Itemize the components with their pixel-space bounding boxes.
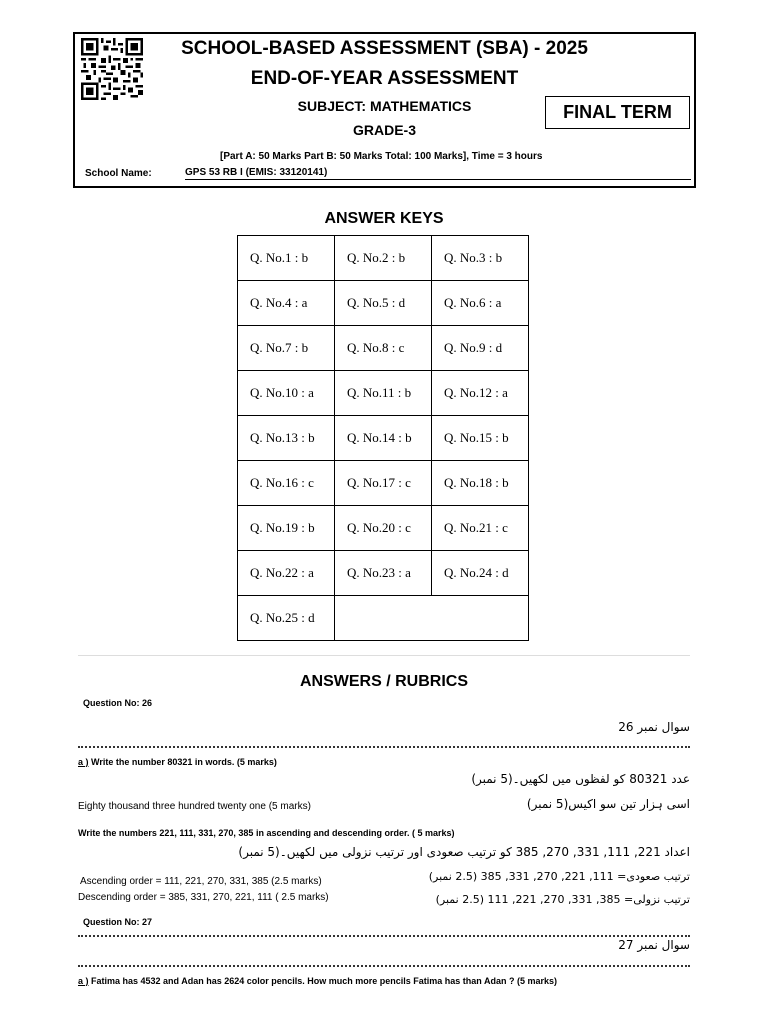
question-26b-prompt: Write the numbers 221, 111, 331, 270, 385 in ascending and descending order. ( 5 marks) <box>78 828 455 838</box>
table-row <box>238 596 529 641</box>
answer-key-cell: Q. No.4 : a <box>238 281 335 326</box>
answer-key-cell: Q. No.15 : b <box>432 416 529 461</box>
answer-key-cell: Q. No.14 : b <box>335 416 432 461</box>
descending-order-answer: Descending order = 385, 331, 270, 221, 111 ( 2.5 marks) <box>78 892 329 903</box>
question-27a-text: Fatima has 4532 and Adan has 2624 color pencils. How much more pencils Fatima has than Adan ? (5 marks) <box>88 976 557 986</box>
question-26a-answer: Eighty thousand three hundred twenty one (5 marks) <box>78 801 311 812</box>
answer-key-cell: Q. No.18 : b <box>432 461 529 506</box>
answer-key-cell: Q. No.10 : a <box>238 371 335 416</box>
answer-key-cell: Q. No.16 : c <box>238 461 335 506</box>
question-27a-prompt <box>78 976 557 986</box>
question-26a-prompt <box>78 757 277 767</box>
answer-key-cell: Q. No.11 : b <box>335 371 432 416</box>
table-row <box>238 326 529 371</box>
question-27-urdu-label: سوال نمبر 27 <box>618 938 690 952</box>
descending-order-urdu: ترتیب نزولی= 385, 331, 270, 221, 111 (2.5 نمبر) <box>435 893 690 906</box>
question-26b-urdu: اعداد 221, 111, 331, 270, 385 کو ترتیب صعودی اور ترتیب نزولی میں لکھیں۔(5 نمبر) <box>238 845 690 859</box>
table-row <box>238 551 529 596</box>
answer-key-cell: Q. No.25 : d <box>238 596 335 641</box>
answer-key-cell: Q. No.24 : d <box>432 551 529 596</box>
question-26-label: Question No: 26 <box>83 698 153 708</box>
question-26a-text: Write the number 80321 in words. (5 marks) <box>88 757 277 767</box>
table-row <box>238 506 529 551</box>
header-box <box>73 32 696 188</box>
dotted-divider <box>78 965 690 967</box>
dotted-divider <box>78 746 690 748</box>
school-name-value: GPS 53 RB I (EMIS: 33120141) <box>185 167 691 180</box>
answer-key-cell: Q. No.12 : a <box>432 371 529 416</box>
section-divider <box>78 655 690 656</box>
empty-cell <box>335 596 529 641</box>
answer-key-cell: Q. No.5 : d <box>335 281 432 326</box>
answer-key-cell: Q. No.3 : b <box>432 236 529 281</box>
question-26-urdu-label: سوال نمبر 26 <box>618 720 690 734</box>
answer-keys-title: ANSWER KEYS <box>324 210 444 227</box>
table-row <box>238 236 529 281</box>
ascending-order-answer: Ascending order = 111, 221, 270, 331, 385 (2.5 marks) <box>80 876 322 887</box>
answer-key-cell: Q. No.1 : b <box>238 236 335 281</box>
answer-key-cell: Q. No.13 : b <box>238 416 335 461</box>
answer-key-cell: Q. No.2 : b <box>335 236 432 281</box>
part-a-marker: a ) <box>78 976 89 986</box>
subject-label: SUBJECT: MATHEMATICS <box>297 98 472 114</box>
school-name-label: School Name: <box>85 168 152 179</box>
table-row <box>238 281 529 326</box>
dotted-divider <box>78 935 690 937</box>
answer-key-cell: Q. No.23 : a <box>335 551 432 596</box>
answer-key-cell: Q. No.8 : c <box>335 326 432 371</box>
part-a-marker: a ) <box>78 757 89 767</box>
answer-key-cell: Q. No.7 : b <box>238 326 335 371</box>
assessment-title: SCHOOL-BASED ASSESSMENT (SBA) - 2025 <box>181 38 588 59</box>
question-26a-answer-urdu: اسی ہزار تین سو اکیس(5 نمبر) <box>526 797 690 811</box>
answer-key-cell: Q. No.22 : a <box>238 551 335 596</box>
table-row <box>238 416 529 461</box>
answer-key-cell: Q. No.9 : d <box>432 326 529 371</box>
answer-key-cell: Q. No.21 : c <box>432 506 529 551</box>
grade-label: GRADE-3 <box>352 122 416 138</box>
ascending-order-urdu: ترتیب صعودی= 111, 221, 270, 331, 385 (2.5 نمبر) <box>428 870 690 883</box>
question-26a-urdu: عدد 80321 کو لفظوں میں لکھیں۔(5 نمبر) <box>471 772 690 786</box>
answer-key-cell: Q. No.20 : c <box>335 506 432 551</box>
term-badge: FINAL TERM <box>545 96 690 129</box>
marks-line: [Part A: 50 Marks Part B: 50 Marks Total: 100 Marks], Time = 3 hours <box>220 151 543 162</box>
table-row <box>238 461 529 506</box>
question-27-label: Question No: 27 <box>83 917 153 927</box>
rubrics-title: ANSWERS / RUBRICS <box>299 673 468 690</box>
answer-key-cell: Q. No.19 : b <box>238 506 335 551</box>
assessment-subtitle: END-OF-YEAR ASSESSMENT <box>250 68 519 89</box>
table-row <box>238 371 529 416</box>
answer-key-cell: Q. No.17 : c <box>335 461 432 506</box>
answer-keys-table <box>237 235 529 641</box>
answer-key-cell: Q. No.6 : a <box>432 281 529 326</box>
